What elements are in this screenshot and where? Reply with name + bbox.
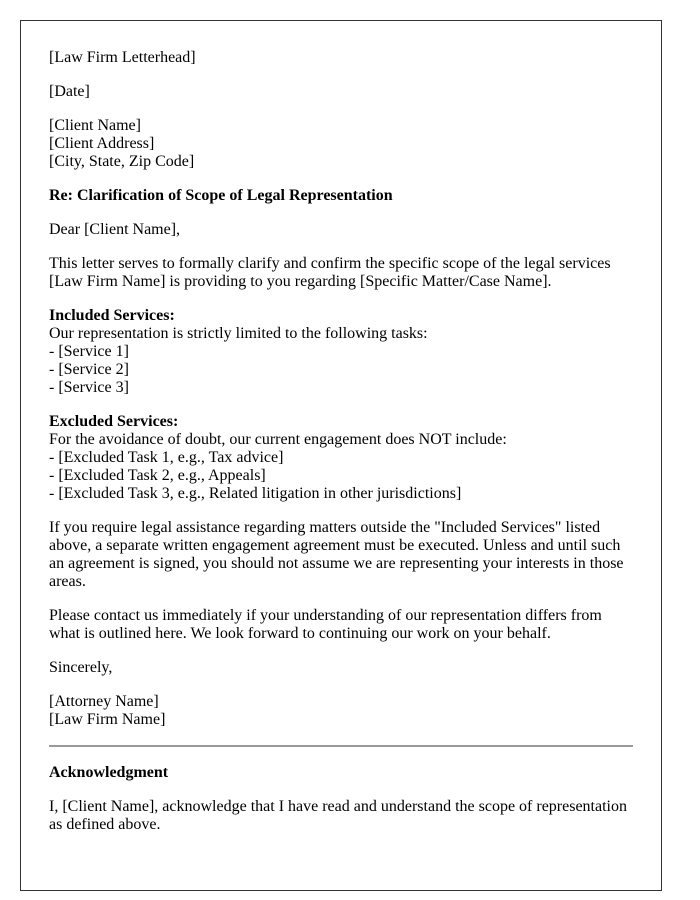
contact-line-1: Please contact us immediately if your understanding of our representation differs from (49, 607, 602, 624)
letter-date: [Date] (49, 83, 90, 100)
recipient-block (49, 117, 633, 171)
excluded-services-heading: Excluded Services: (49, 413, 179, 430)
outside-scope-line-2: above, a separate written engagement agreement must be executed. Unless and until such (49, 537, 621, 554)
included-service-item: - [Service 3] (49, 379, 129, 396)
included-services-heading: Included Services: (49, 307, 175, 324)
acknowledgment-text: I, [Client Name], acknowledge that I have read and understand the scope of representation as defined above. (49, 798, 627, 833)
document-viewport (20, 20, 662, 833)
outside-scope-line-4: areas. (49, 573, 86, 590)
outside-scope-line-3: an agreement is signed, you should not assume we are representing your interests in those (49, 555, 624, 572)
subject-text: Re: Clarification of Scope of Legal Representation (49, 187, 393, 204)
included-service-item: - [Service 2] (49, 361, 129, 378)
signature-firm-name: [Law Firm Name] (49, 711, 166, 728)
subject-line (49, 187, 633, 205)
included-services-lead: Our representation is strictly limited to the following tasks: (49, 325, 428, 342)
intro-paragraph (49, 255, 633, 291)
included-services-section (49, 307, 633, 397)
included-service-item: - [Service 1] (49, 343, 129, 360)
intro-line-1: This letter serves to formally clarify and confirm the specific scope of the legal services (49, 255, 611, 272)
scope-clarification-letter (20, 20, 662, 891)
excluded-service-item: - [Excluded Task 3, e.g., Related litigation in other jurisdictions] (49, 485, 462, 502)
attorney-name: [Attorney Name] (49, 693, 159, 710)
excluded-services-section (49, 413, 633, 503)
contact-paragraph (49, 607, 633, 643)
outside-scope-line-1: If you require legal assistance regarding matters outside the "Included Services" listed (49, 519, 601, 536)
salutation: Dear [Client Name], (49, 221, 181, 238)
recipient-address: [Client Address] (49, 135, 155, 152)
intro-line-2: [Law Firm Name] is providing to you regarding [Specific Matter/Case Name]. (49, 273, 552, 290)
closing: Sincerely, (49, 659, 113, 676)
recipient-name: [Client Name] (49, 117, 141, 134)
recipient-city-state-zip: [City, State, Zip Code] (49, 153, 195, 170)
signature-block (49, 693, 633, 729)
acknowledgment-heading: Acknowledgment (49, 764, 169, 781)
contact-line-2: what is outlined here. We look forward to continuing our work on your behalf. (49, 625, 551, 642)
section-divider (49, 745, 633, 747)
excluded-service-item: - [Excluded Task 1, e.g., Tax advice] (49, 449, 284, 466)
outside-scope-paragraph (49, 519, 633, 591)
excluded-services-lead: For the avoidance of doubt, our current engagement does NOT include: (49, 431, 507, 448)
excluded-service-item: - [Excluded Task 2, e.g., Appeals] (49, 467, 266, 484)
letterhead: [Law Firm Letterhead] (49, 49, 196, 66)
